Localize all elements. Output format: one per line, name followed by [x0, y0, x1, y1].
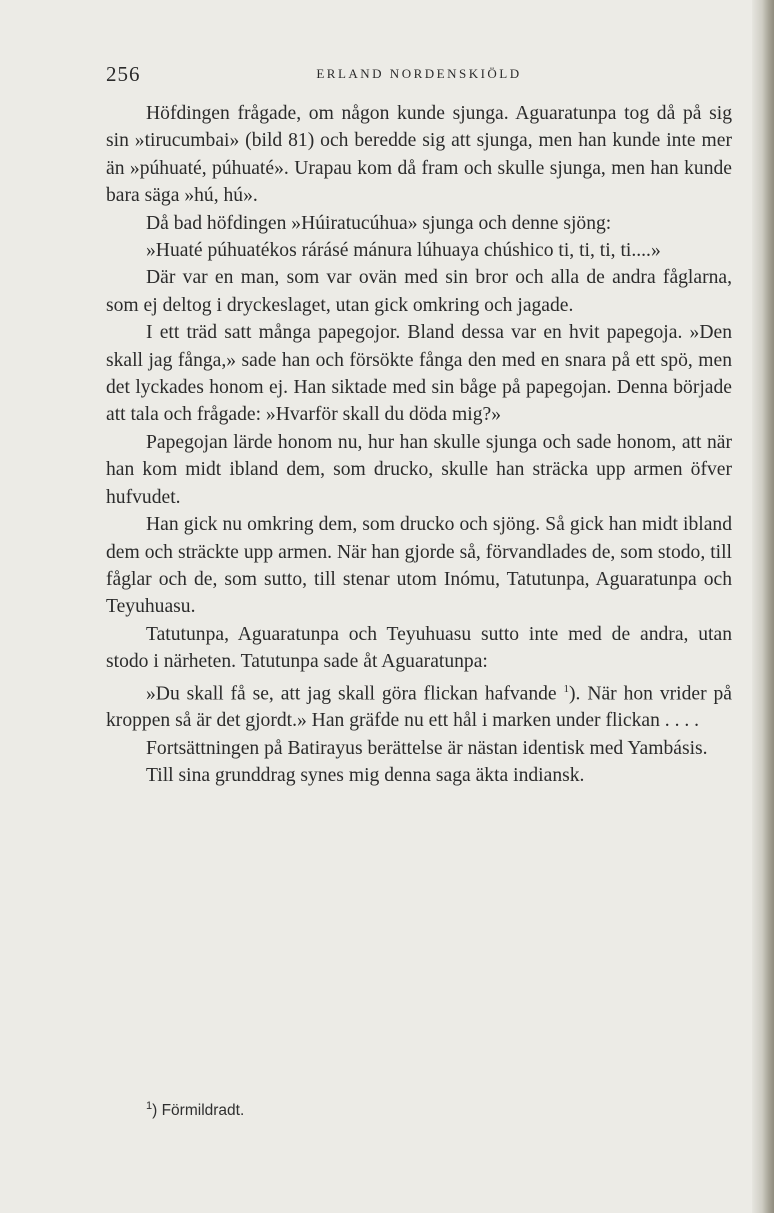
paragraph: Där var en man, som var ovän med sin bror och alla de andra fåglarna, som ej deltog i dryckeslaget, utan gick omkring och jagade.: [106, 267, 732, 316]
quote-text-continued: ). När hon vrider på kroppen så är det gjordt.» Han gräfde nu ett hål i marken under flickan . . . .: [106, 683, 733, 732]
footnote-marker: 1: [563, 682, 570, 695]
footnote-number: 1: [146, 1100, 153, 1112]
footnote: [146, 1100, 244, 1120]
paragraph: Då bad höfdingen »Húiratucúhua» sjunga och denne sjöng:: [146, 212, 612, 234]
paragraph: Fortsättningen på Batirayus berättelse är nästan identisk med Yambásis.: [146, 737, 708, 759]
paragraph: Höfdingen frågade, om någon kunde sjunga. Aguaratunpa tog då på sig sin »tirucumbai» (bild 81) och beredde sig att sjunga, men han kunde inte mer än »púhuaté, púhuaté». Urapau kom då fram och skulle sjunga, men han kunde bara säga »hú, hú».: [106, 103, 732, 207]
paragraph: Han gick nu omkring dem, som drucko och sjöng. Så gick han midt ibland dem och sträckte upp armen. När han gjorde så, förvandlades de, som stodo, till fåglar och de, som sutto, till stenar utom Inómu, Tatutunpa, Aguaratunpa och Teyuhuasu.: [106, 514, 732, 618]
footnote-text: ) Förmildradt.: [152, 1102, 245, 1120]
paragraph: Papegojan lärde honom nu, hur han skulle sjunga och sade honom, att när han kom midt ibland dem, som drucko, skulle han sträcka upp armen öfver hufvudet.: [106, 431, 732, 508]
page-number: 256: [106, 62, 141, 86]
quote-text: »Du skall få se, att jag skall göra flickan hafvande: [146, 683, 557, 705]
paragraph: Tatutunpa, Aguaratunpa och Teyuhuasu sutto inte med de andra, utan stodo i närheten. Tatutunpa sade åt Aguaratunpa:: [106, 623, 732, 673]
page-header: [106, 62, 732, 92]
body-text: [106, 100, 732, 790]
paragraph: I ett träd satt många papegojor. Bland dessa var en hvit papegoja. »Den skall jag fånga,» sade han och försökte fånga den med en snara på ett spö, men det lyckades honom ej. Han siktade med sin båge på papegojan. Denna började att tala och frågade: »Hvarför skall du döda mig?»: [106, 322, 732, 426]
paragraph: Till sina grunddrag synes mig denna saga äkta indiansk.: [146, 765, 585, 787]
page-edge-shadow: [752, 0, 774, 1213]
paragraph: »Huaté púhuatékos rárásé mánura lúhuaya chúshico ti, ti, ti, ti....»: [146, 240, 661, 262]
quote-paragraph: [106, 676, 732, 735]
running-head: ERLAND NORDENSKIÖLD: [316, 66, 522, 81]
